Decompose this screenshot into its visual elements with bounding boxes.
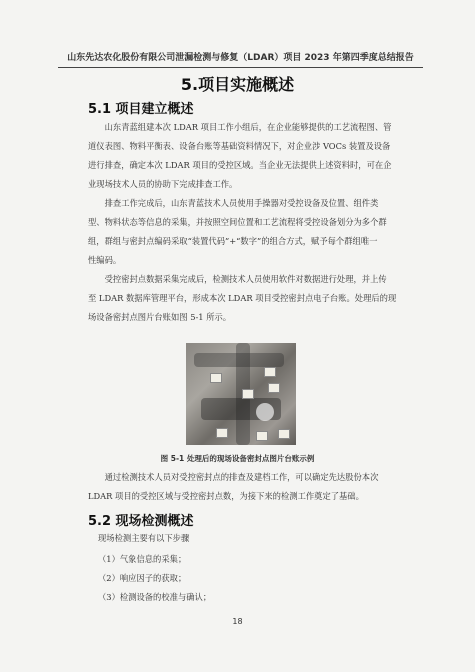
text-line: 场设备密封点图片台账如图 5-1 所示。 — [88, 312, 232, 322]
text-line: 型、物料状态等信息的采集，并按照空间位置和工艺流程将受控设备划分为多个群 — [88, 217, 387, 227]
page-number: 18 — [232, 617, 243, 626]
text-line: 通过检测技术人员对受控密封点的排查及建档工作，可以确定先达股份本次 — [104, 472, 379, 482]
running-header: 山东先达农化股份有限公司泄漏检测与修复（LDAR）项目 2023 年第四季度总结报告 — [58, 50, 423, 68]
subsection-title-5-2: 5.2 现场检测概述 — [88, 514, 194, 529]
text-line: 排查工作完成后，山东青蓝技术人员使用手操器对受控设备及位置、组件类 — [104, 198, 379, 208]
figure-caption: 图 5-1 处理后的现场设备密封点图片台账示例 — [160, 454, 315, 463]
steps-intro: 现场检测主要有以下步骤 — [98, 533, 190, 543]
text-line: 至 LDAR 数据库管理平台，形成本次 LDAR 项目受控密封点电子台账。处理后的现 — [88, 293, 397, 303]
subsection-title-5-1: 5.1 项目建立概述 — [88, 102, 194, 117]
text-line: 业现场技术人员的协助下完成排查工作。 — [88, 179, 238, 189]
paragraph-3 — [88, 270, 406, 327]
text-line: 道仪表图、物料平衡表、设备台账等基础资料情况下，对企业涉 VOCs 装置及设备 — [88, 141, 391, 151]
equipment-seal-point-photo — [186, 343, 296, 445]
text-line: 山东青蓝组建本次 LDAR 项目工作小组后，在企业能够提供的工艺流程图、管 — [104, 122, 392, 132]
text-line: 进行排查，确定本次 LDAR 项目的受控区域。当企业无法提供上述资料时，可在企 — [88, 160, 392, 170]
step-item: （3）检测设备的校准与确认； — [98, 592, 212, 602]
paragraph-2 — [88, 194, 406, 270]
text-line: LDAR 项目的受控区域与受控密封点数，为接下来的检测工作奠定了基础。 — [88, 491, 364, 501]
text-line: 性编码。 — [88, 255, 122, 265]
text-line: 受控密封点数据采集完成后，检测技术人员使用软件对数据进行处理，并上传 — [104, 274, 387, 284]
paragraph-1 — [88, 118, 406, 194]
text-line: 组，群组与密封点编码采取“装置代码”+“数字”的组合方式，赋予每个群组唯一 — [88, 236, 378, 246]
step-item: （1）气象信息的采集； — [98, 554, 187, 564]
section-title: 5.项目实施概述 — [180, 75, 295, 94]
paragraph-4 — [88, 468, 406, 506]
step-item: （2）响应因子的获取； — [98, 573, 187, 583]
